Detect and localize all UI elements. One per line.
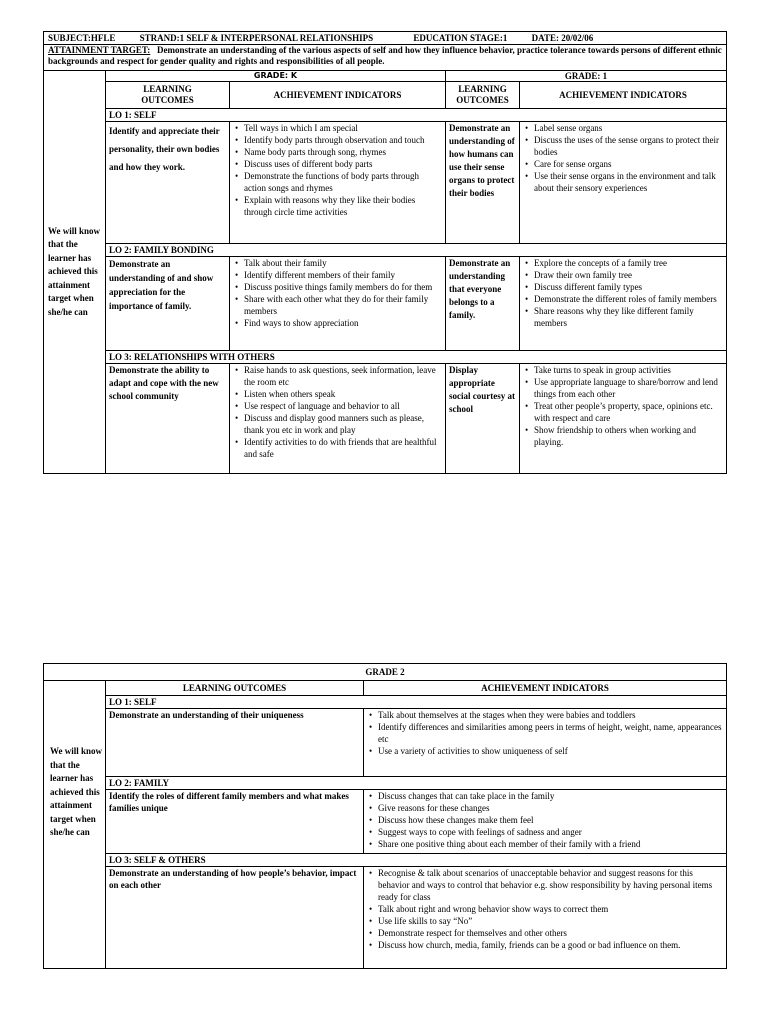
list-item: • Talk about their family (233, 257, 442, 269)
header-row (44, 32, 727, 45)
list-item: • Share one positive thing about each member of their family with a friend (367, 838, 723, 850)
list-item: • Discuss different family types (523, 281, 723, 293)
we-will-know-text-2: We will know that the learner has achieved this attainment target when she/he can (50, 746, 103, 837)
list-item: • Talk about themselves at the stages when they were babies and toddlers (367, 709, 723, 721)
curriculum-table-grade-k-1 (43, 31, 727, 474)
learning-outcome-2-lo3: Demonstrate an understanding of how people’s behavior, impact on each other (106, 867, 364, 969)
list-item: • Discuss positive things family members do for them (233, 281, 442, 293)
attainment-text: Demonstrate an understanding of the various aspects of self and how they influence behavior, practice tolerance towards persons of different ethnic backgrounds and respect for gender quality and rights and responsibilities of all people. (48, 45, 722, 66)
learning-outcome-k-lo1: Identify and appreciate their personality, their own bodies and how they work. (106, 122, 230, 244)
curriculum-table-grade-2 (43, 663, 727, 969)
indicators-k-lo2 (230, 257, 446, 351)
list-item: • Demonstrate respect for themselves and other others (367, 927, 723, 939)
list-item: • Suggest ways to cope with feelings of sadness and anger (367, 826, 723, 838)
list-item: • Use a variety of activities to show uniqueness of self (367, 745, 723, 757)
indicators-1-lo1 (520, 122, 727, 244)
indicators-k-lo1 (230, 122, 446, 244)
list-item: • Discuss changes that can take place in the family (367, 790, 723, 802)
list-item: • Show friendship to others when working and playing. (523, 424, 723, 448)
list-item: • Share reasons why they like different family members (523, 305, 723, 329)
list-item: • Explore the concepts of a family tree (523, 257, 723, 269)
list-item: • Discuss uses of different body parts (233, 158, 442, 170)
col-header-learning-outcomes-2: LEARNING OUTCOMES (106, 681, 364, 696)
list-item: • Demonstrate the different roles of family members (523, 293, 723, 305)
we-will-know-text: We will know that the learner has achieved this attainment target when she/he can (48, 225, 101, 317)
list-item: • Give reasons for these changes (367, 802, 723, 814)
education-stage-label: EDUCATION STAGE:1 (413, 33, 508, 43)
learning-outcome-2-lo1: Demonstrate an understanding of their uniqueness (106, 709, 364, 777)
grade-1-header: GRADE: 1 (446, 71, 727, 82)
list-item: • Tell ways in which I am special (233, 122, 442, 134)
list-item: • Raise hands to ask questions, seek information, leave the room etc (233, 364, 442, 388)
grade-k-header: GRADE: K (106, 71, 446, 82)
section-header-lo1-grade2: LO 1: SELF (106, 696, 727, 709)
section-header-lo3: LO 3: RELATIONSHIPS WITH OTHERS (106, 351, 727, 364)
indicators-k-lo3 (230, 364, 446, 474)
list-item: • Demonstrate the functions of body parts through action songs and rhymes (233, 170, 442, 194)
indicators-2-lo2 (364, 790, 727, 854)
section-header-lo2-grade2: LO 2: FAMILY (106, 777, 727, 790)
attainment-label: ATTAINMENT TARGET: (48, 45, 151, 55)
indicators-2-lo1 (364, 709, 727, 777)
indicators-2-lo3 (364, 867, 727, 969)
col-header-achievement-indicators-2: ACHIEVEMENT INDICATORS (364, 681, 727, 696)
list-item: • Label sense organs (523, 122, 723, 134)
list-item: • Find ways to show appreciation (233, 317, 442, 329)
grade-2-header: GRADE 2 (44, 664, 727, 681)
list-item: • Recognise & talk about scenarios of unacceptable behavior and suggest reasons for this behavior and ways to control that behavior e.g. show responsibility by having personal items ready for class (367, 867, 723, 903)
learning-outcome-1-lo3: Display appropriate social courtesy at school (446, 364, 520, 474)
learning-outcome-1-lo2: Demonstrate an understanding that everyone belongs to a family. (446, 257, 520, 351)
list-item: • Discuss the uses of the sense organs to protect their bodies (523, 134, 723, 158)
list-item: • Name body parts through song, rhymes (233, 146, 442, 158)
col-header-learning-outcomes-k: LEARNING OUTCOMES (106, 82, 230, 109)
indicators-1-lo2 (520, 257, 727, 351)
col-header-learning-outcomes-1: LEARNING OUTCOMES (446, 82, 520, 109)
list-item: • Use life skills to say “No” (367, 915, 723, 927)
list-item: • Explain with reasons why they like their bodies through circle time activities (233, 194, 442, 218)
list-item: • Listen when others speak (233, 388, 442, 400)
learning-outcome-1-lo1: Demonstrate an understanding of how humans can use their sense organs to protect their bodies (446, 122, 520, 244)
list-item: • Use their sense organs in the environment and talk about their sensory experiences (523, 170, 723, 194)
subject-label: SUBJECT:HFLE (48, 33, 116, 43)
learning-outcome-2-lo2: Identify the roles of different family members and what makes families unique (106, 790, 364, 854)
section-header-lo2: LO 2: FAMILY BONDING (106, 244, 727, 257)
list-item: • Identify differences and similarities among peers in terms of height, weight, name, appearances etc (367, 721, 723, 745)
list-item: • Discuss how these changes make them feel (367, 814, 723, 826)
col-header-achievement-indicators-1: ACHIEVEMENT INDICATORS (520, 82, 727, 109)
we-will-know-cell (44, 71, 106, 474)
indicators-1-lo3 (520, 364, 727, 474)
list-item: • Draw their own family tree (523, 269, 723, 281)
learning-outcome-k-lo2: Demonstrate an understanding of and show appreciation for the importance of family. (106, 257, 230, 351)
attainment-target (44, 45, 727, 71)
list-item: • Talk about right and wrong behavior show ways to correct them (367, 903, 723, 915)
date-label: DATE: 20/02/06 (531, 33, 594, 43)
list-item: • Discuss how church, media, family, friends can be a good or bad influence on them. (367, 939, 723, 951)
strand-label: STRAND:1 SELF & INTERPERSONAL RELATIONSHIPS (139, 33, 374, 43)
list-item: • Care for sense organs (523, 158, 723, 170)
list-item: • Identify activities to do with friends that are healthful and safe (233, 436, 442, 460)
list-item: • Identify body parts through observation and touch (233, 134, 442, 146)
list-item: • Use appropriate language to share/borrow and lend things from each other (523, 376, 723, 400)
list-item: • Discuss and display good manners such as please, thank you etc in work and play (233, 412, 442, 436)
section-header-lo1: LO 1: SELF (106, 109, 727, 122)
list-item: • Treat other people’s property, space, opinions etc. with respect and care (523, 400, 723, 424)
list-item: • Use respect of language and behavior to all (233, 400, 442, 412)
learning-outcome-k-lo3: Demonstrate the ability to adapt and cope with the new school community (106, 364, 230, 474)
col-header-achievement-indicators-k: ACHIEVEMENT INDICATORS (230, 82, 446, 109)
section-header-lo3-grade2: LO 3: SELF & OTHERS (106, 854, 727, 867)
list-item: • Identify different members of their family (233, 269, 442, 281)
list-item: • Take turns to speak in group activities (523, 364, 723, 376)
list-item: • Share with each other what they do for their family members (233, 293, 442, 317)
